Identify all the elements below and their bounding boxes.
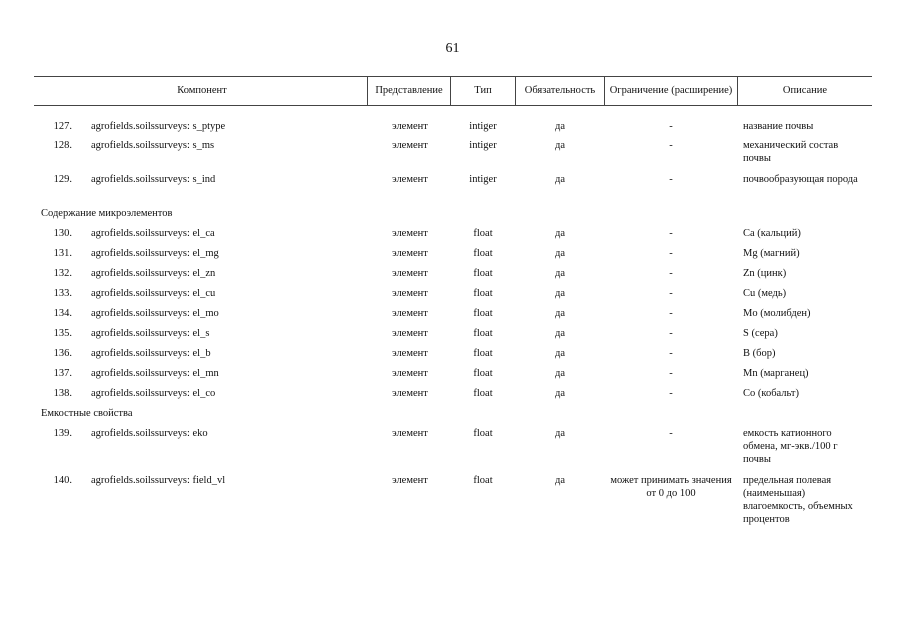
cell-representation: элемент xyxy=(392,308,428,319)
cell-description: Cu (медь) xyxy=(743,288,787,299)
cell-required: да xyxy=(554,268,565,279)
cell-description: Mg (магний) xyxy=(743,248,800,259)
section-heading: Емкостные свойства xyxy=(41,408,133,419)
cell-representation: элемент xyxy=(392,288,428,299)
cell-component: agrofields.soilssurveys: s_ptype xyxy=(91,121,226,132)
cell-required: да xyxy=(554,328,565,339)
cell-type: float xyxy=(473,288,493,299)
cell-required: да xyxy=(554,388,565,399)
cell-required: да xyxy=(554,140,565,151)
cell-number: 135. xyxy=(53,328,72,339)
cell-required: да xyxy=(554,288,565,299)
header-limit: Ограничение (расширение) xyxy=(609,85,733,96)
header-type: Тип xyxy=(474,85,492,96)
cell-number: 128. xyxy=(53,140,72,151)
cell-limit: - xyxy=(669,248,673,259)
cell-component: agrofields.soilssurveys: el_b xyxy=(91,348,211,359)
cell-component: agrofields.soilssurveys: el_mo xyxy=(91,308,219,319)
cell-representation: элемент xyxy=(392,428,428,439)
cell-description: почвообразующая порода xyxy=(743,174,858,185)
cell-limit: - xyxy=(669,140,673,151)
cell-required: да xyxy=(554,428,565,439)
cell-limit: - xyxy=(669,174,673,185)
cell-number: 134. xyxy=(53,308,72,319)
table-header xyxy=(34,76,872,106)
cell-representation: элемент xyxy=(392,348,428,359)
cell-representation: элемент xyxy=(392,328,428,339)
cell-number: 127. xyxy=(53,121,72,132)
cell-number: 139. xyxy=(53,428,72,439)
cell-limit: - xyxy=(669,228,673,239)
cell-number: 131. xyxy=(53,248,72,259)
cell-limit: - xyxy=(669,328,673,339)
cell-component: agrofields.soilssurveys: field_vl xyxy=(91,475,226,486)
header-component: Компонент xyxy=(177,85,227,96)
cell-type: intiger xyxy=(469,121,497,132)
cell-type: intiger xyxy=(469,174,497,185)
cell-component: agrofields.soilssurveys: el_mn xyxy=(91,368,219,379)
cell-component: agrofields.soilssurveys: el_mg xyxy=(91,248,219,259)
cell-required: да xyxy=(554,121,565,132)
cell-type: float xyxy=(473,368,493,379)
cell-component: agrofields.soilssurveys: el_ca xyxy=(91,228,215,239)
cell-type: float xyxy=(473,348,493,359)
header-description: Описание xyxy=(782,85,828,96)
cell-description: Mn (марганец) xyxy=(743,368,809,379)
header-representation: Представление xyxy=(375,85,443,96)
cell-number: 133. xyxy=(53,288,72,299)
cell-component: agrofields.soilssurveys: el_cu xyxy=(91,288,216,299)
cell-component: agrofields.soilssurveys: el_s xyxy=(91,328,210,339)
cell-representation: элемент xyxy=(392,388,428,399)
cell-type: float xyxy=(473,268,493,279)
cell-limit: - xyxy=(669,368,673,379)
cell-component: agrofields.soilssurveys: s_ms xyxy=(91,140,215,151)
cell-description: B (бор) xyxy=(743,348,776,359)
cell-limit: - xyxy=(669,288,673,299)
cell-required: да xyxy=(554,174,565,185)
cell-representation: элемент xyxy=(392,228,428,239)
section-heading: Содержание микроэлементов xyxy=(41,208,173,219)
cell-component: agrofields.soilssurveys: el_co xyxy=(91,388,216,399)
cell-representation: элемент xyxy=(392,174,428,185)
cell-required: да xyxy=(554,308,565,319)
header-required: Обязательность xyxy=(524,85,596,96)
cell-limit: - xyxy=(669,348,673,359)
cell-representation: элемент xyxy=(392,248,428,259)
cell-representation: элемент xyxy=(392,268,428,279)
cell-description: предельная полевая (наименьшая) влагоемкость, объемных процентов xyxy=(743,475,853,525)
cell-type: intiger xyxy=(469,140,497,151)
cell-number: 132. xyxy=(53,268,72,279)
cell-description: Ca (кальций) xyxy=(743,228,801,239)
cell-description: Mo (молибден) xyxy=(743,308,811,319)
cell-description: механический состав почвы xyxy=(743,140,839,164)
page-number: 61 xyxy=(445,41,460,56)
cell-number: 138. xyxy=(53,388,72,399)
cell-description: Zn (цинк) xyxy=(743,268,787,279)
cell-limit: - xyxy=(669,308,673,319)
cell-required: да xyxy=(554,348,565,359)
cell-component: agrofields.soilssurveys: el_zn xyxy=(91,268,216,279)
cell-number: 137. xyxy=(53,368,72,379)
cell-type: float xyxy=(473,248,493,259)
cell-description: название почвы xyxy=(743,121,814,132)
cell-type: float xyxy=(473,328,493,339)
cell-limit: - xyxy=(669,428,673,439)
cell-limit: - xyxy=(669,121,673,132)
cell-component: agrofields.soilssurveys: s_ind xyxy=(91,174,216,185)
cell-description: Co (кобальт) xyxy=(743,388,800,399)
cell-description: S (сера) xyxy=(743,328,778,339)
cell-limit: может принимать значения от 0 до 100 xyxy=(610,475,732,499)
cell-number: 136. xyxy=(53,348,72,359)
cell-limit: - xyxy=(669,268,673,279)
cell-number: 130. xyxy=(53,228,72,239)
cell-type: float xyxy=(473,308,493,319)
cell-number: 140. xyxy=(53,475,72,486)
cell-component: agrofields.soilssurveys: eko xyxy=(91,428,208,439)
cell-type: float xyxy=(473,475,493,486)
cell-description: емкость катионного обмена, мг-экв./100 г почвы xyxy=(743,428,838,465)
cell-type: float xyxy=(473,228,493,239)
cell-representation: элемент xyxy=(392,368,428,379)
cell-required: да xyxy=(554,248,565,259)
cell-representation: элемент xyxy=(392,121,428,132)
cell-limit: - xyxy=(669,388,673,399)
cell-representation: элемент xyxy=(392,475,428,486)
cell-type: float xyxy=(473,388,493,399)
cell-type: float xyxy=(473,428,493,439)
cell-required: да xyxy=(554,475,565,486)
cell-number: 129. xyxy=(53,174,72,185)
cell-representation: элемент xyxy=(392,140,428,151)
cell-required: да xyxy=(554,228,565,239)
cell-required: да xyxy=(554,368,565,379)
